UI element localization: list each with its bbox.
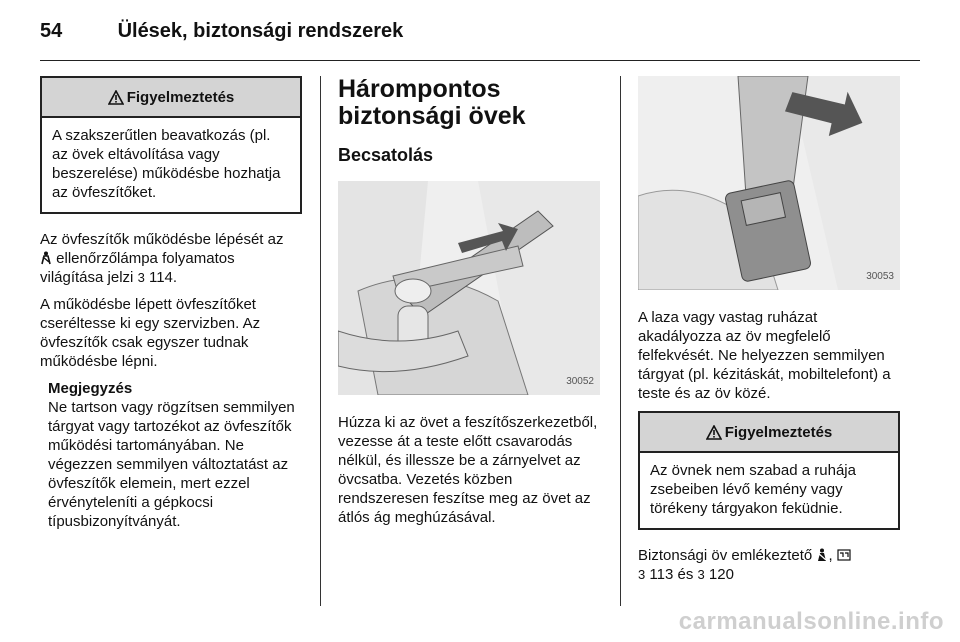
note-title: Megjegyzés [48, 380, 133, 397]
warning-triangle-icon [108, 90, 124, 105]
warning-title: Figyelmeztetés [126, 88, 235, 106]
page-reference[interactable]: 113 és [649, 566, 694, 583]
header-rule [40, 60, 920, 61]
column-1 [40, 76, 302, 531]
seatbelt-reminder-icon [816, 548, 828, 562]
warning-title: Figyelmeztetés [724, 423, 833, 441]
paragraph: Húzza ki az övet a feszítőszerkezetből, vezesse át a teste előtt csavarodás nélkül, és illessze be a zárnyelvet az övcsatba. Vezetés közben rendszeresen feszítse meg az övet az átlós ág meghúzásával. [338, 414, 598, 526]
section-subheading: Becsatolás [338, 145, 434, 165]
warning-body: A szakszerűtlen beavatkozás (pl. az övek eltávolítása vagy beszerelése) működésbe hozhatja az övfeszítőket. [52, 127, 281, 201]
paragraph [40, 230, 302, 287]
section-heading: Hárompontos biztonsági övek [338, 75, 526, 130]
warning-header [42, 78, 300, 118]
reference-arrow-icon: 3 [638, 567, 646, 582]
paragraph: Biztonsági öv emlékeztető , 3 113 és 3 120 [638, 546, 900, 584]
paragraph-text: ellenőrzőlámpa folyamatos világítása jelzi [40, 250, 235, 286]
column-divider-1 [320, 76, 321, 606]
note-body: Ne tartson vagy rögzítsen semmilyen tárgyat vagy tartozékot az övfeszítők működési tartományában. Ne végezzen semmilyen változtatást az övfeszítők elemein, mert ezzel érvényteleníti a gépkocsi típusbizonyítványát. [48, 399, 295, 530]
figure-number: 30052 [566, 376, 594, 387]
warning-box-1 [40, 76, 302, 214]
seat-occupancy-icon [837, 549, 851, 561]
paragraph: A laza vagy vastag ruházat akadályozza az öv megfelelő felfekvését. Ne helyezzen semmilyen tárgyat (pl. kézitáskát, mobiltelefont) a teste és az öv közé. [638, 309, 891, 402]
warning-body: Az övnek nem szabad a ruhája zsebeiben lévő kemény vagy törékeny tárgyakon feküdnie. [650, 462, 856, 517]
column-divider-2 [620, 76, 621, 606]
belt-fastening-drawing [338, 181, 600, 395]
page-number: 54 [40, 20, 63, 42]
column-2 [338, 76, 600, 535]
warning-triangle-icon [706, 425, 722, 440]
paragraph: A működésbe lépett övfeszítőket cseréltesse ki egy szervizben. Az övfeszítők csak egyszer tudnak működésbe lépni. [40, 296, 261, 370]
paragraph-text: Az övfeszítők működésbe lépését az [40, 231, 284, 248]
page-reference[interactable]: 114. [148, 269, 178, 286]
warning-header [640, 413, 898, 453]
warning-box-2 [638, 411, 900, 530]
note-block [40, 379, 302, 531]
page-title: Ülések, biztonsági rendszerek [117, 20, 404, 42]
reference-arrow-icon: 3 [697, 567, 705, 582]
watermark: carmanualsonline.info [678, 608, 944, 635]
column-3 [638, 76, 900, 592]
page-header [40, 20, 403, 43]
reference-arrow-icon: 3 [137, 270, 145, 285]
paragraph-text: Biztonsági öv emlékeztető [638, 547, 813, 564]
seatbelt-tensioner-warning-icon [40, 251, 52, 265]
illustration-buckling-belt [338, 181, 600, 395]
figure-number: 30053 [866, 271, 894, 282]
page-reference[interactable]: 120 [708, 566, 734, 583]
belt-buckle-drawing [638, 76, 900, 290]
illustration-belt-buckle [638, 76, 900, 290]
